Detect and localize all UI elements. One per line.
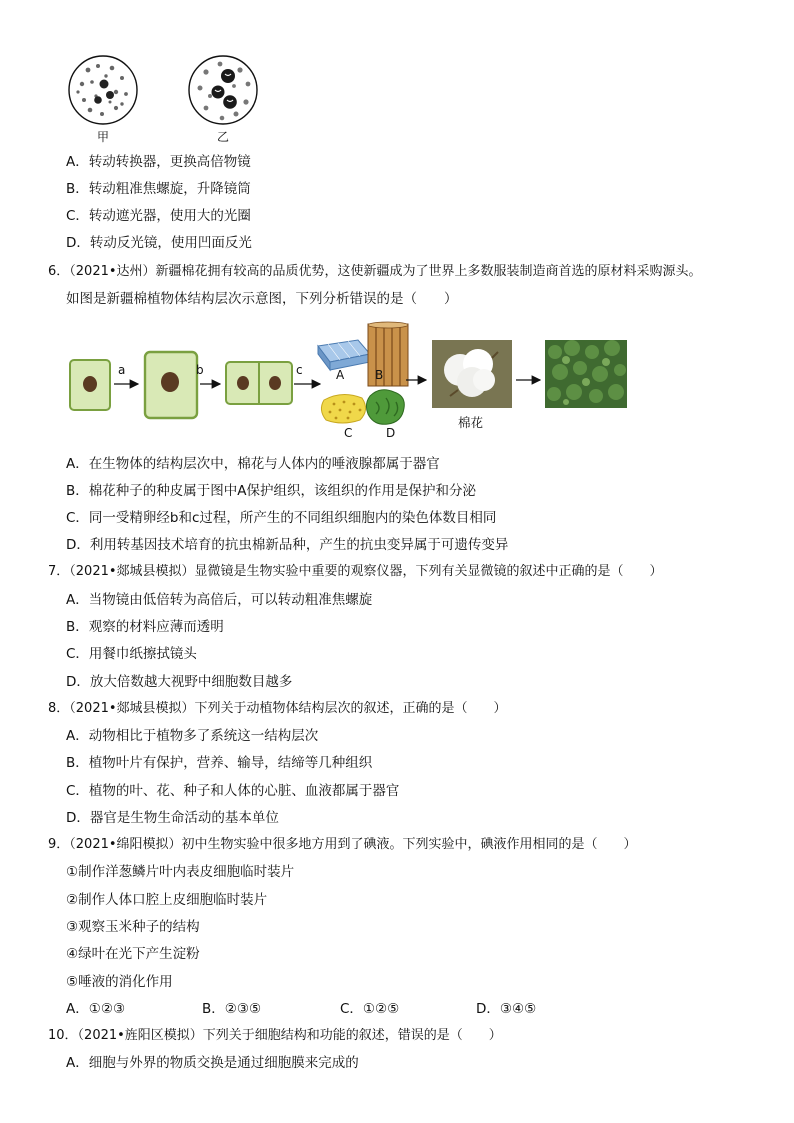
q9-item-4: ④绿叶在光下产生淀粉 [66,946,200,962]
q9-stem: 9．（2021•绵阳模拟）初中生物实验中很多地方用到了碘液。下列实验中，碘液作用相同的是（ ） [48,837,637,852]
q9-option-b: B．②③⑤ [202,1001,262,1017]
q9-option-c: C．①②⑤ [340,1001,400,1017]
q7-option-b: B．观察的材料应薄而透明 [66,619,224,635]
enlarged-cell [145,352,197,418]
q10-option-a: A．细胞与外界的物质交换是通过细胞膜来完成的 [66,1055,359,1071]
figure-label-jia: 甲 [96,130,109,144]
fig-arrow-label-c: c [296,363,303,377]
q9-item-5: ⑤唾液的消化作用 [66,974,173,990]
q5-option-a: A．转动转换器，更换高倍物镜 [66,154,251,170]
q9-item-1: ①制作洋葱鳞片叶内表皮细胞临时装片 [66,864,295,880]
q6-option-c: C．同一受精卵经b和c过程，所产生的不同组织细胞内的染色体数目相同 [66,510,497,526]
tissue-b-conducting [368,322,408,386]
q6-stem-line2: 如图是新疆棉植物体结构层次示意图，下列分析错误的是（ ） [66,291,458,307]
q6-stem-line1: 6．（2021•达州）新疆棉花拥有较高的品质优势，这使新疆成为了世界上多数服装制造商首选的原材料采购源头。 [48,264,702,279]
q7-option-a: A．当物镜由低倍转为高倍后，可以转动粗准焦螺旋 [66,592,373,608]
fig-arrow-label-a: a [118,363,126,377]
single-cell [70,360,110,410]
q8-option-d: D．器官是生物生命活动的基本单位 [66,810,279,826]
q8-option-b: B．植物叶片有保护，营养、输导，结缔等几种组织 [66,755,373,771]
cotton-plant-image [545,340,627,408]
field-of-view-jia [69,56,137,124]
fig-tissue-label-a: A [336,368,345,382]
q9-item-2: ②制作人体口腔上皮细胞临时装片 [66,892,268,908]
q6-option-d: D．利用转基因技术培育的抗虫棉新品种，产生的抗虫变异属于可遗传变异 [66,537,509,553]
tissue-d-mechanical [366,390,404,425]
q7-option-d: D．放大倍数越大视野中细胞数目越多 [66,674,293,690]
tissue-c-nutritive [321,394,365,423]
cotton-boll-image [432,340,512,408]
q6-option-a: A．在生物体的结构层次中，棉花与人体内的唾液腺都属于器官 [66,456,440,472]
fig-organ-caption: 棉花 [458,415,484,430]
dividing-cells [226,362,292,404]
fig-tissue-label-c: C [344,426,353,440]
q10-stem: 10．（2021•旌阳区模拟）下列关于细胞结构和功能的叙述，错误的是（ ） [48,1028,502,1043]
q8-stem: 8．（2021•郯城县模拟）下列关于动植物体结构层次的叙述，正确的是（ ） [48,701,507,716]
fig-tissue-label-d: D [386,426,396,440]
fig-arrow-label-b: b [196,363,204,377]
q9-option-d: D．③④⑤ [476,1001,537,1017]
q7-stem: 7．（2021•郯城县模拟）显微镜是生物实验中重要的观察仪器，下列有关显微镜的叙述中正确的是（ ） [48,564,663,579]
q5-option-b: B．转动粗准焦螺旋，升降镜筒 [66,181,251,197]
q5-option-d: D．转动反光镜，使用凹面反光 [66,235,252,251]
q5-option-c: C．转动遮光器，使用大的光圈 [66,208,251,224]
q9-option-a: A．①②③ [66,1001,126,1017]
q8-option-a: A．动物相比于植物多了系统这一结构层次 [66,728,319,744]
q8-option-c: C．植物的叶、花、种子和人体的心脏、血液都属于器官 [66,783,400,799]
fig-tissue-label-b: B [375,368,384,382]
field-of-view-yi [189,56,257,124]
q7-option-c: C．用餐巾纸擦拭镜头 [66,646,197,662]
figure-label-yi: 乙 [216,130,229,144]
q9-item-3: ③观察玉米种子的结构 [66,919,200,935]
q6-option-b: B．棉花种子的种皮属于图中A保护组织，该组织的作用是保护和分泌 [66,483,476,499]
